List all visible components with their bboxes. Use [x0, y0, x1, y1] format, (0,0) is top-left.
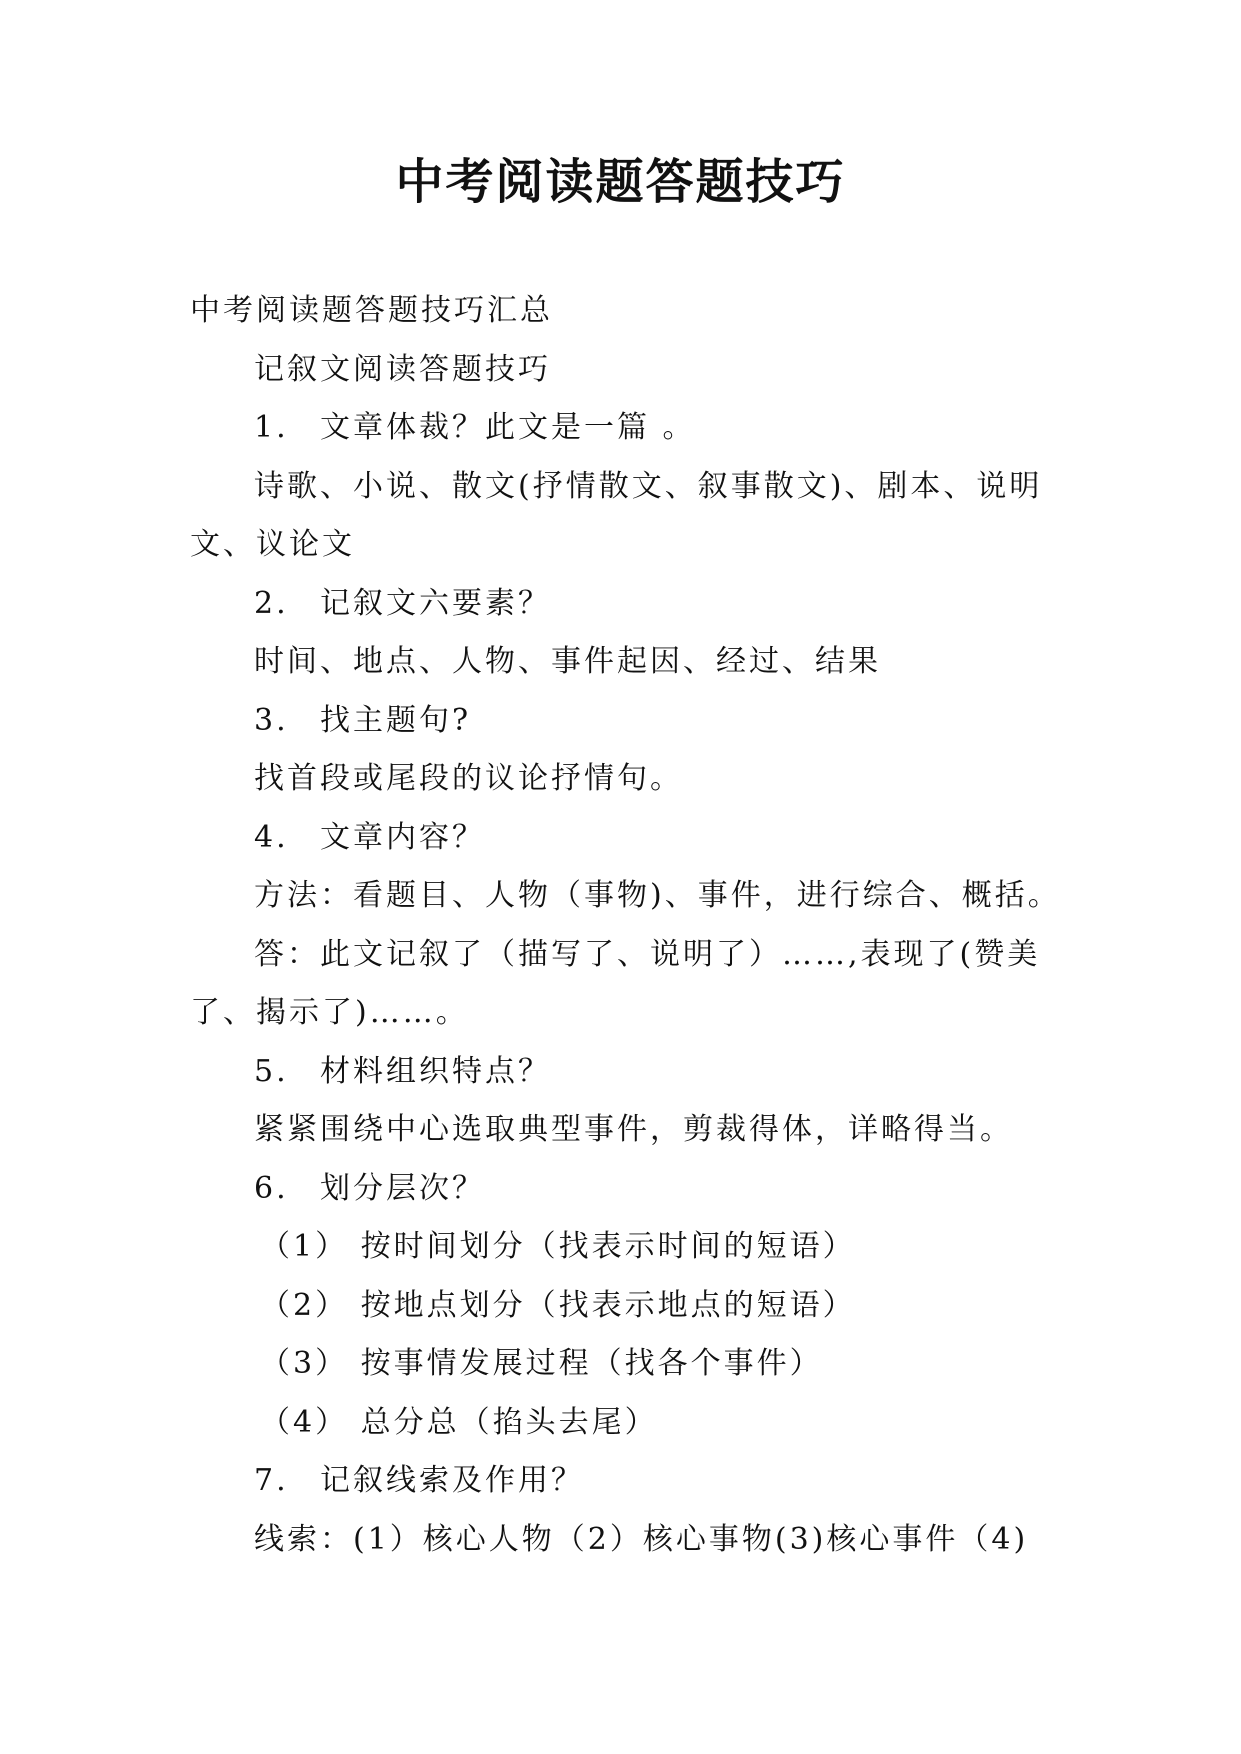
text-line: 文、议论文: [190, 527, 355, 562]
sub-item: （2） 按地点划分（找表示地点的短语）: [260, 1287, 856, 1323]
sub-item: （3） 按事情发展过程（找各个事件）: [260, 1346, 823, 1381]
item-number: 5.: [254, 1053, 289, 1089]
text-line: 诗歌、小说、散文(抒情散文、叙事散文)、剧本、说明: [254, 468, 1043, 504]
item-text: 找主题句?: [320, 702, 472, 738]
sub-item: （4） 总分总（掐头去尾）: [260, 1404, 658, 1440]
sub-item: （1） 按时间划分（找表示时间的短语）: [260, 1229, 856, 1264]
item-number: 7.: [254, 1463, 289, 1498]
text-line: 线索：(1）核心人物（2）核心事物(3)核心事件（4): [254, 1521, 1029, 1557]
item-text: 记叙线索及作用？: [320, 1463, 584, 1498]
text-line: 答：此文记叙了（描写了、说明了）……,表现了(赞美: [254, 936, 1041, 972]
numbered-item: [190, 809, 1050, 868]
numbered-item: [190, 1043, 1050, 1102]
numbered-item: [190, 692, 1050, 751]
item-text: 文章内容？: [320, 819, 485, 855]
numbered-item: [190, 575, 1050, 634]
item-text: 材料组织特点？: [320, 1053, 551, 1089]
item-number: 2.: [254, 585, 289, 621]
numbered-item: [190, 1160, 1050, 1219]
item-number: 6.: [254, 1170, 289, 1206]
text-line: 紧紧围绕中心选取典型事件，剪裁得体，详略得当。: [254, 1112, 1013, 1147]
text-line: 记叙文阅读答题技巧: [254, 351, 551, 387]
item-text: 文章体裁？此文是一篇 。: [320, 410, 696, 445]
item-number: 1.: [254, 410, 289, 445]
text-line: 时间、地点、人物、事件起因、经过、结果: [254, 644, 881, 679]
document-title: 中考阅读题答题技巧: [395, 154, 846, 210]
numbered-item: [190, 399, 1050, 458]
item-number: 4.: [254, 819, 289, 855]
numbered-item: [190, 1452, 1050, 1511]
text-line: 找首段或尾段的议论抒情句。: [254, 761, 683, 796]
text-line: 中考阅读题答题技巧汇总: [190, 293, 553, 328]
item-number: 3.: [254, 702, 289, 738]
item-text: 划分层次？: [320, 1170, 485, 1206]
item-text: 记叙文六要素？: [320, 585, 551, 621]
text-line: 方法：看题目、人物（事物)、事件，进行综合、概括。: [254, 878, 1061, 913]
text-line: 了、揭示了)……。: [190, 995, 469, 1030]
document-body: [190, 282, 1061, 1569]
